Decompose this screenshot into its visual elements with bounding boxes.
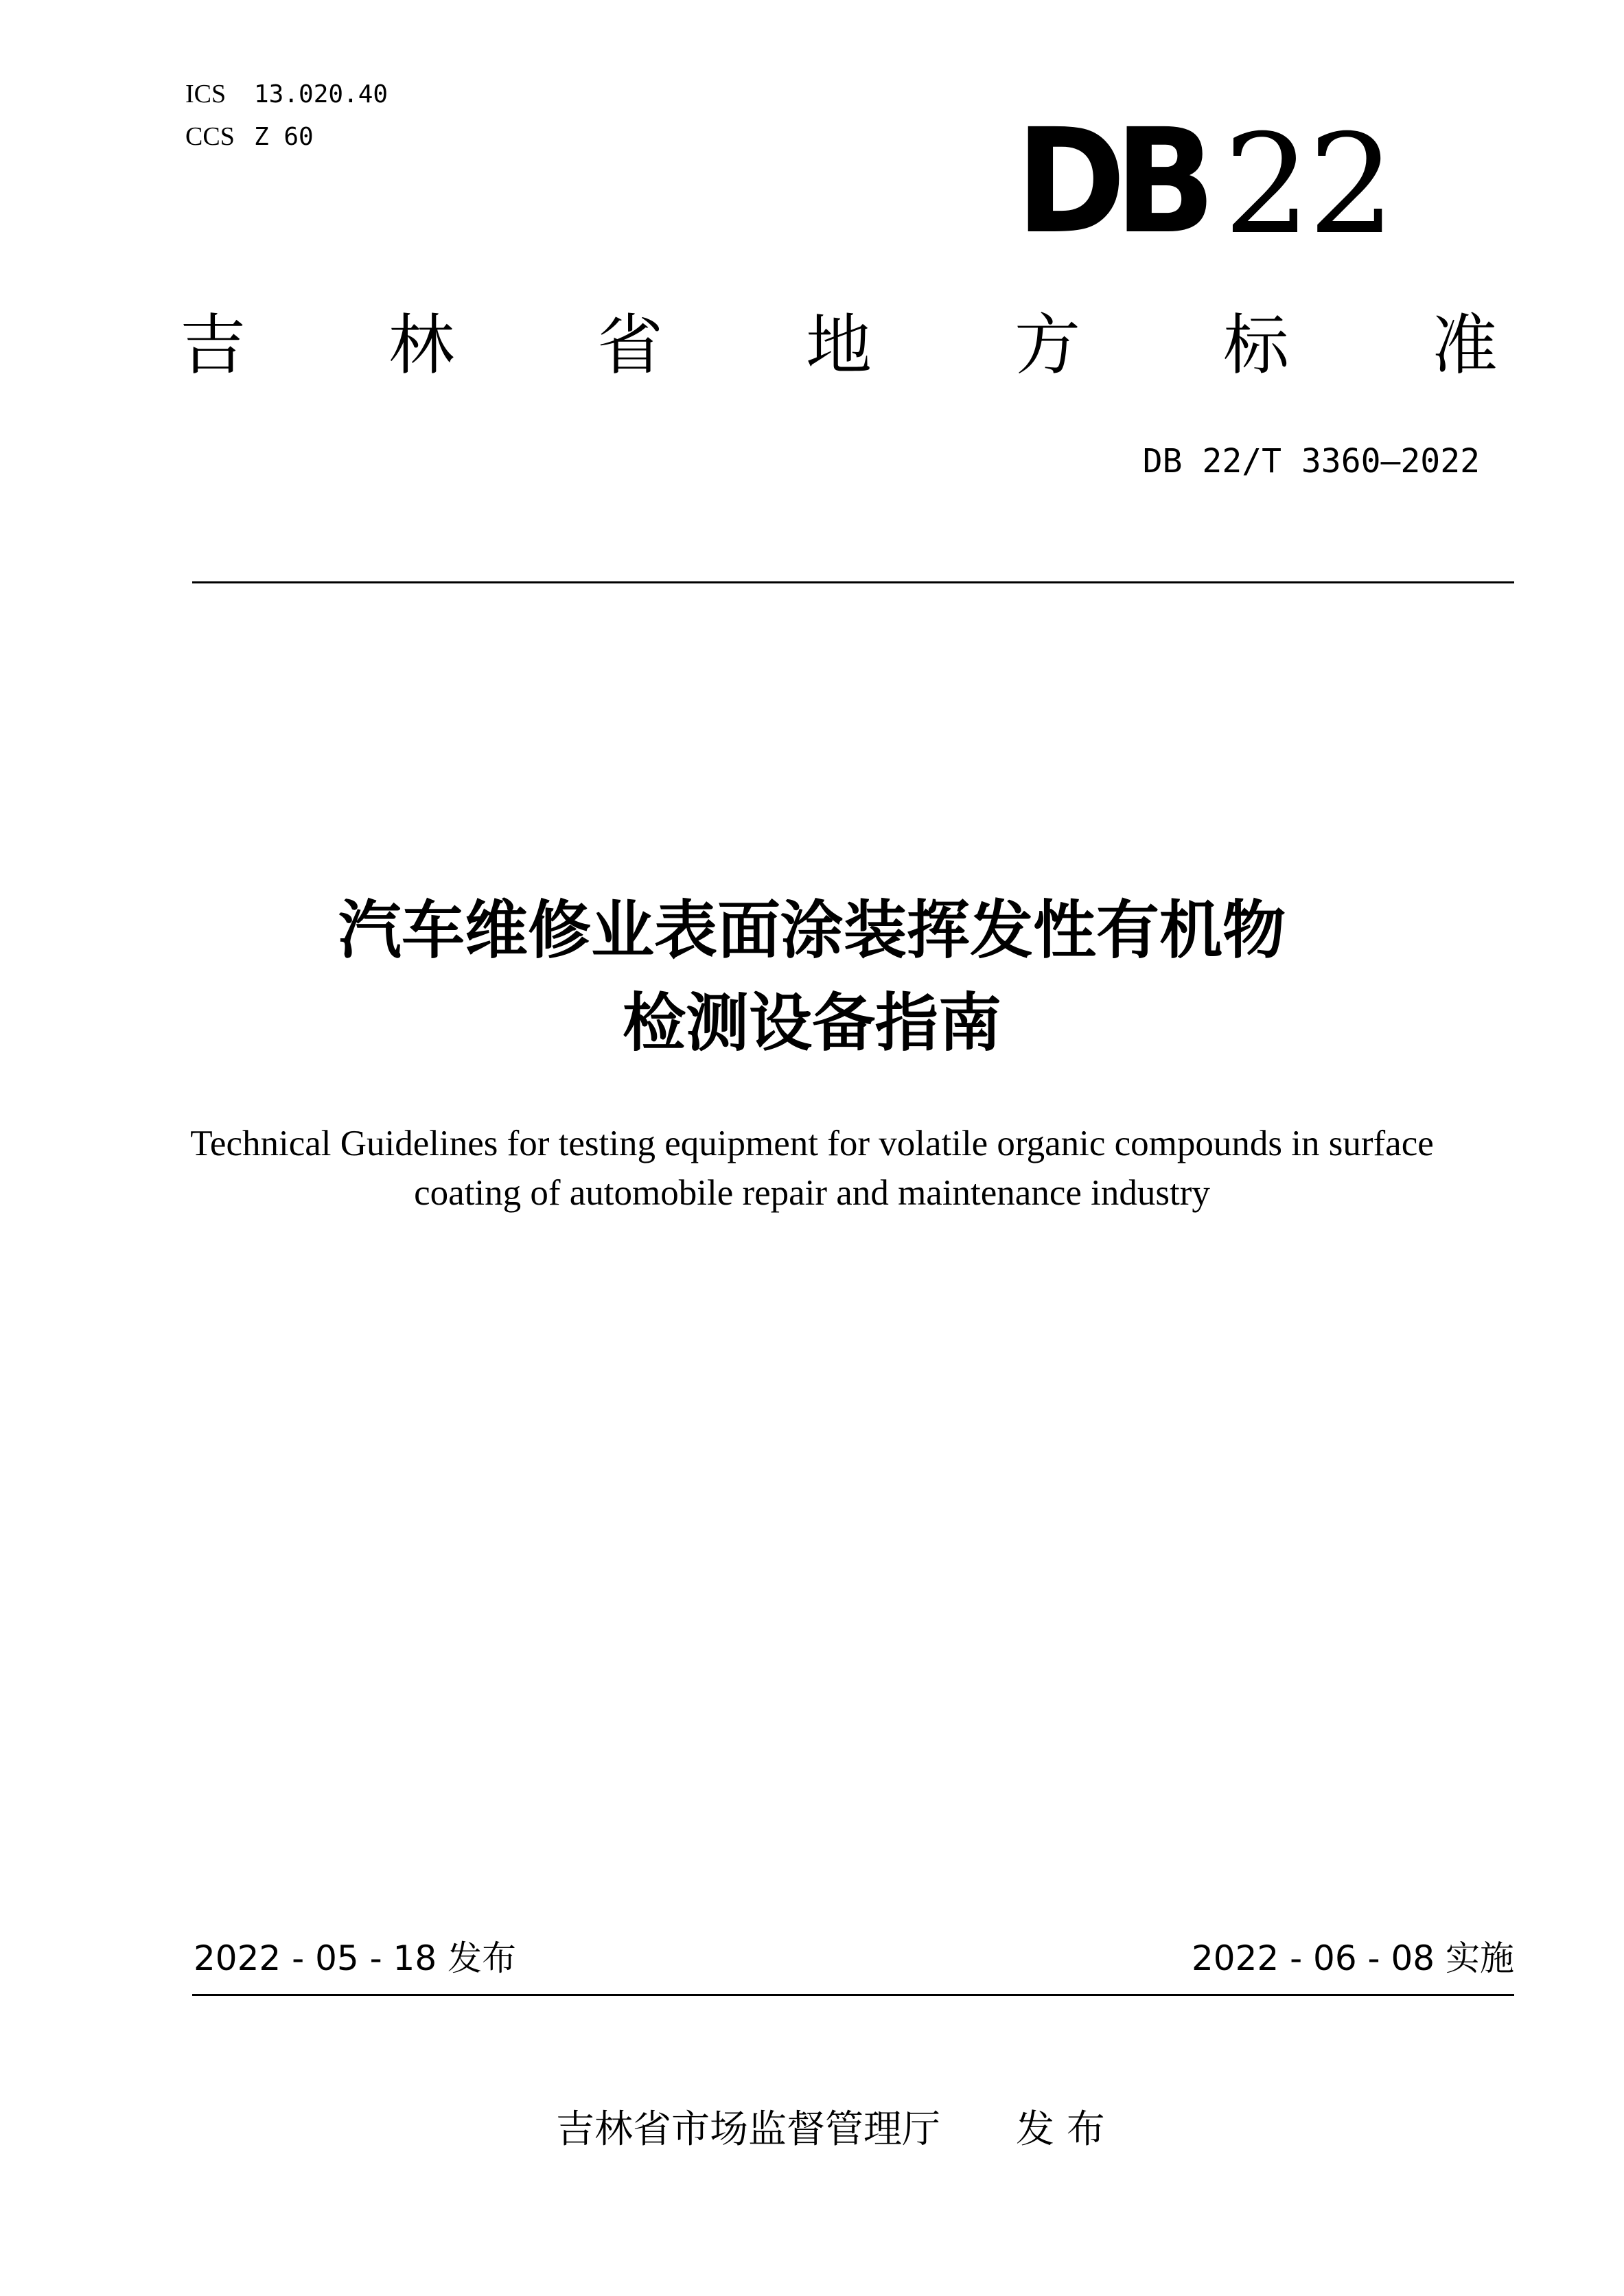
db22-logo [1016, 97, 1393, 266]
issuer-line [556, 2107, 1105, 2152]
standard-type-char: 方 [1014, 307, 1080, 384]
ccs-code: Z 60 [254, 123, 314, 151]
standard-type-char: 林 [388, 307, 454, 384]
bottom-divider [192, 1994, 1514, 1996]
ics-code: 13.020.40 [254, 80, 388, 108]
top-divider [192, 581, 1514, 583]
issuer-name: 吉林省市场监督管理厅 [556, 2107, 940, 2152]
implementation-date: 2022 - 06 - 08 实施 [1191, 1938, 1514, 1978]
standard-type-char: 标 [1223, 307, 1289, 384]
ics-classification [185, 81, 388, 107]
db-logo-number: 22 [1223, 105, 1393, 265]
title-chinese-line-1: 汽车维修业表面涂装挥发性有机物 [338, 894, 1286, 967]
standard-type-char: 准 [1432, 307, 1498, 384]
title-chinese-line-2: 检测设备指南 [622, 986, 1001, 1060]
ccs-classification [185, 124, 314, 150]
standard-number: DB 22/T 3360—2022 [1142, 442, 1480, 480]
issue-date: 2022 - 05 - 18 发布 [194, 1938, 517, 1978]
standard-type-heading [180, 307, 1498, 384]
db-logo-letters: DB [1016, 97, 1205, 266]
standard-type-char: 省 [597, 307, 663, 384]
standard-type-char: 吉 [180, 307, 246, 384]
issuer-action: 发 布 [1016, 2107, 1105, 2152]
standard-type-char: 地 [806, 307, 872, 384]
ics-label: ICS [185, 80, 227, 108]
title-english-line-1: Technical Guidelines for testing equipment for volatile organic compounds in surface [190, 1124, 1434, 1163]
title-english-line-2: coating of automobile repair and maintenance industry [414, 1173, 1210, 1213]
ccs-label: CCS [185, 122, 235, 151]
